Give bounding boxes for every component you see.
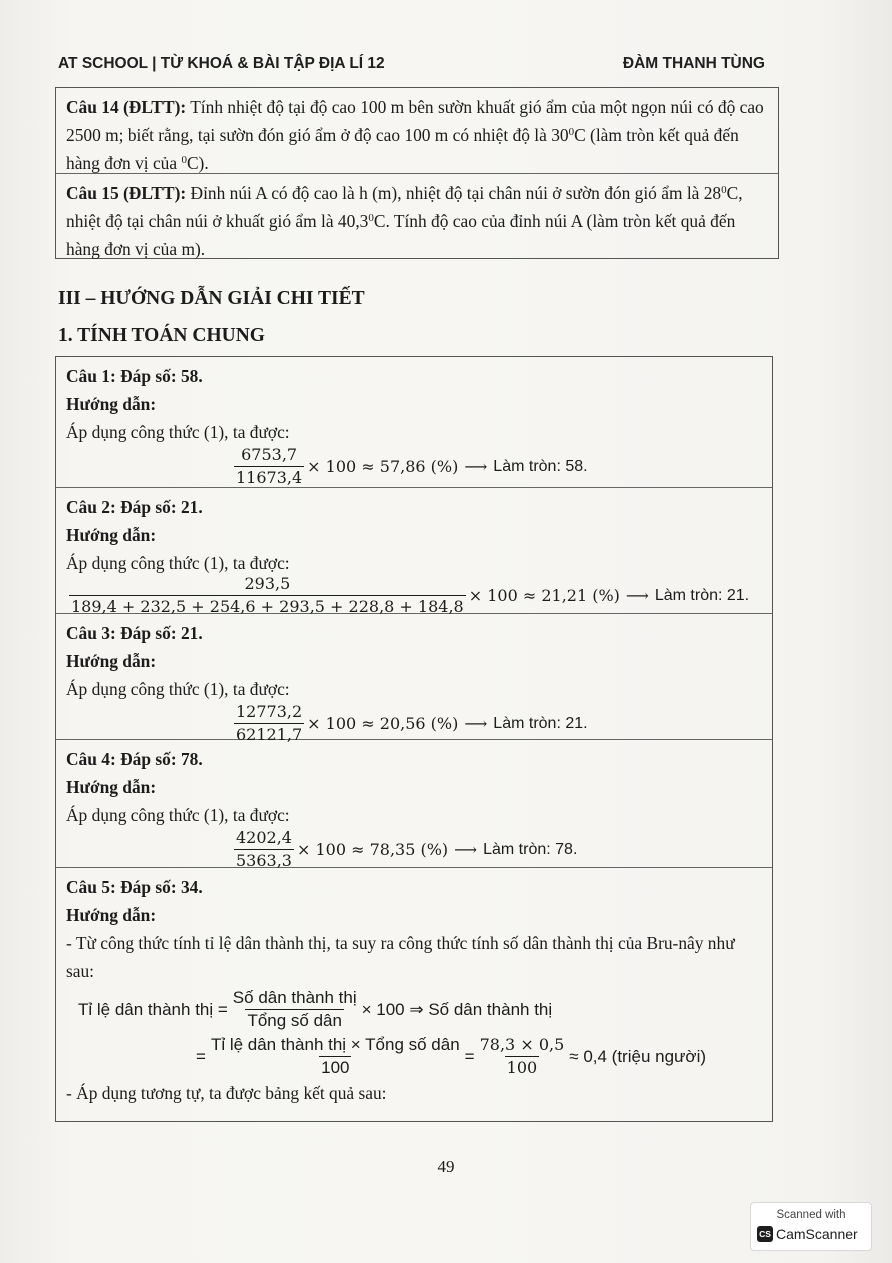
explanation-text: - Từ công thức tính tỉ lệ dân thành thị, ta suy ra công thức tính số dân thành thị của Bru-nây như sau: (66, 933, 735, 981)
formula-result: × 100 ≈ 21,21 (%) (468, 585, 620, 605)
apply-text: Áp dụng công thức (1), ta được: (66, 679, 290, 699)
rounded-result: Làm tròn: 58. (493, 457, 588, 475)
fraction-2 (478, 1034, 567, 1079)
degree-sup: 0 (568, 126, 575, 138)
apply-text: Áp dụng công thức (1), ta được: (66, 805, 290, 825)
numerator: 12773,2 (236, 702, 303, 721)
numerator: 4202,4 (236, 828, 292, 847)
guide-label: Hướng dẫn: (66, 905, 157, 925)
rounded-result: Làm tròn: 21. (493, 714, 588, 732)
guide-label: Hướng dẫn: (66, 777, 157, 797)
answers-box (55, 356, 773, 1122)
formula (66, 827, 762, 872)
formula (66, 444, 762, 489)
answer-1 (56, 357, 772, 488)
question-text: Tính nhiệt độ tại độ cao 100 m bên sườn khuất gió ẩm của một ngọn núi có độ cao 2500 m; biết rằng, tại sườn đón gió ẩm ở độ cao 100 m có nhiệt độ là 30 (66, 97, 764, 145)
arrow-icon: ⟶ (464, 713, 488, 733)
book-title: AT SCHOOL | TỪ KHOÁ & BÀI TẬP ĐỊA LÍ 12 (58, 55, 385, 72)
denominator: 5363,3 (236, 851, 292, 870)
fraction (234, 827, 294, 872)
answer-2 (56, 488, 772, 614)
numerator: Tỉ lệ dân thành thị × Tổng số dân (210, 1035, 460, 1054)
question-14 (56, 88, 778, 174)
numerator: Số dân thành thị (232, 988, 357, 1007)
camscanner-logo-icon: CS (757, 1226, 773, 1242)
camscanner-brand: CamScanner (776, 1226, 858, 1242)
answer-label: Câu 2: Đáp số: 21. (66, 497, 203, 517)
guide-label: Hướng dẫn: (66, 394, 157, 414)
subsection-heading: 1. TÍNH TOÁN CHUNG (58, 325, 265, 346)
formula (66, 573, 762, 618)
section-heading: III – HƯỚNG DẪN GIẢI CHI TIẾT (58, 288, 365, 309)
formula-result: × 100 ≈ 20,56 (%) (307, 713, 459, 733)
fraction (69, 573, 466, 618)
guide-label: Hướng dẫn: (66, 651, 157, 671)
formula-lhs: Tỉ lệ dân thành thị = (78, 999, 228, 1019)
equals-sign: = (196, 1046, 206, 1066)
arrow-icon: ⟶ (454, 839, 478, 859)
answer-label: Câu 3: Đáp số: 21. (66, 623, 203, 643)
answer-label: Câu 4: Đáp số: 78. (66, 749, 203, 769)
fraction (234, 701, 304, 746)
fraction (231, 987, 359, 1032)
question-text-3: C. Tính độ cao của đỉnh núi A (làm tròn kết quả đến hàng đơn vị của m). (66, 211, 736, 259)
guide-label: Hướng dẫn: (66, 525, 157, 545)
scanned-label: Scanned with (776, 1209, 846, 1221)
explanation-text-2: - Áp dụng tương tự, ta được bảng kết quả sau: (66, 1083, 387, 1103)
page-number: 49 (437, 1157, 455, 1176)
arrow-icon: ⟶ (464, 456, 488, 476)
denominator: 100 (321, 1058, 350, 1077)
denominator: 62121,7 (236, 725, 303, 744)
question-label: Câu 14 (ĐLTT): (66, 97, 187, 117)
urban-formula (66, 987, 762, 1032)
denominator: Tổng số dân (247, 1011, 342, 1030)
question-text-2: C, nhiệt độ tại chân núi ở khuất gió ẩm là 40,3 (66, 183, 743, 231)
camscanner-badge (750, 1202, 872, 1251)
fraction (209, 1034, 462, 1079)
formula-result: × 100 ≈ 78,35 (%) (296, 839, 449, 859)
questions-box (55, 87, 779, 259)
urban-formula-2 (66, 1034, 762, 1079)
arrow-icon: ⟶ (625, 585, 649, 605)
rounded-result: Làm tròn: 21. (654, 586, 750, 604)
author-name: ĐÀM THANH TÙNG (622, 55, 765, 72)
question-text-3: C). (186, 153, 209, 173)
degree-sup: 0 (721, 184, 727, 196)
question-text-2: C (làm tròn kết quả đến hàng đơn vị của (66, 125, 739, 173)
answer-label: Câu 1: Đáp số: 58. (66, 366, 203, 386)
numerator: 6753,7 (241, 445, 298, 464)
answer-5 (56, 868, 772, 1121)
degree-sup-2: 0 (181, 154, 187, 166)
formula-result: × 100 ⇒ Số dân thành thị (361, 999, 553, 1019)
denominator: 11673,4 (236, 468, 303, 487)
question-text: Đỉnh núi A có độ cao là h (m), nhiệt độ tại chân núi ở sườn đón gió ẩm là 28 (186, 183, 722, 203)
apply-text: Áp dụng công thức (1), ta được: (66, 422, 290, 442)
denominator: 189,4 + 232,5 + 254,6 + 293,5 + 228,8 + 184,8 (71, 597, 464, 616)
equals-sign-2: = (464, 1046, 475, 1066)
apply-text: Áp dụng công thức (1), ta được: (66, 553, 290, 573)
formula-result: × 100 ≈ 57,86 (%) (307, 456, 459, 476)
formula-result: ≈ 0,4 (triệu người) (569, 1046, 707, 1066)
answer-label: Câu 5: Đáp số: 34. (66, 877, 203, 897)
numerator: 293,5 (244, 574, 291, 593)
question-15 (56, 174, 778, 258)
denominator: 100 (506, 1058, 538, 1077)
numerator: 78,3 × 0,5 (479, 1035, 565, 1054)
degree-sup-2: 0 (368, 212, 374, 224)
answer-4 (56, 740, 772, 868)
rounded-result: Làm tròn: 78. (483, 840, 578, 858)
fraction (234, 444, 304, 489)
question-label: Câu 15 (ĐLTT): (66, 183, 187, 203)
answer-3 (56, 614, 772, 744)
